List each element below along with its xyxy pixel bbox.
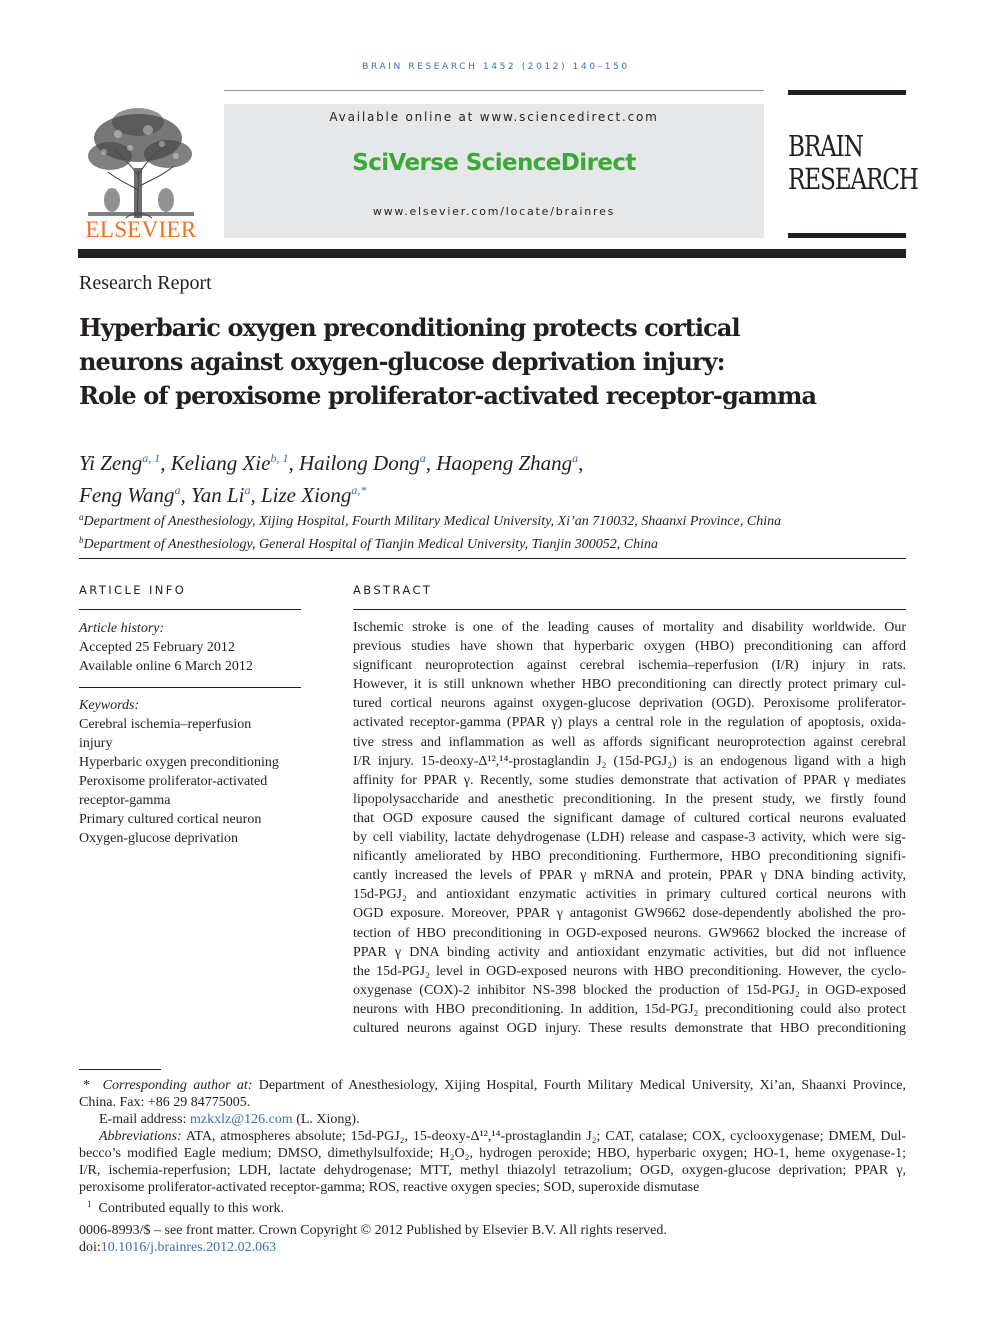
title-line: Hyperbaric oxygen preconditioning protects cortical [79, 313, 740, 342]
affiliation [79, 531, 907, 554]
article-info-rule [79, 609, 301, 610]
article-info-heading: ARTICLE INFO [79, 583, 187, 597]
affiliation-mark: b [79, 535, 84, 545]
keywords [79, 696, 301, 848]
history-label: Article history: [79, 621, 165, 636]
corresponding-author-line [79, 1077, 906, 1094]
abstract-line: affinity for PPAR γ. Recently, some studies demonstrate that activation of PPAR γ mediates [353, 772, 906, 788]
section-divider [79, 558, 906, 559]
abstract-line: that OGD exposure caused the significant damage of cultured cortical neurons evaluated [353, 810, 906, 826]
abstract-line: neurons with HBO preconditioning. In addition, 15d-PGJ₂ preconditioning could also protect [353, 1001, 906, 1017]
banner-top-rule [224, 90, 764, 91]
author-list: Yi Zeng$^{a, 1}$, Keliang Xie$^{b, 1}$, Hailong Dong$^a$, Haopeng Zhang$^a$, Feng Wang$^a$, Yan Li$^a$, Lize Xiong$^{a,*}$ [79, 451, 584, 507]
abstract-line: activated receptor-gamma (PPAR γ) plays a central role in the regulation of apoptosis, oxida- [353, 715, 906, 731]
journal-logo-line2: RESEARCH [788, 162, 918, 196]
journal-url[interactable]: www.elsevier.com/locate/brainres [372, 205, 616, 218]
email-label: E-mail address: [99, 1112, 187, 1127]
keywords-label: Keywords: [79, 698, 140, 713]
abstract-line: I/R injury. 15-deoxy-Δ¹²,¹⁴-prostaglandin J₂ (15d-PGJ₂) is an endogenous ligand with a high [353, 753, 906, 769]
brain-research-logo [788, 129, 918, 196]
abstract-line: the 15d-PGJ₂ level in OGD-exposed neurons with HBO preconditioning. However, the cyclo- [353, 963, 906, 979]
article-history [79, 619, 301, 676]
affiliation [79, 508, 907, 531]
abstract-line: nificantly ameliorated by HBO preconditioning. Furthermore, HBO preconditioning signifi- [353, 849, 906, 865]
author-affiliation-mark[interactable]: a [419, 451, 426, 465]
abstract-line: by cell viability, lactate dehydrogenase (LDH) release and caspase-3 activity, which were sig- [353, 830, 906, 846]
abstract-line: oxygenase (COX)-2 inhibitor NS-398 blocked the production of 15d-PGJ₂ in OGD-exposed [353, 982, 906, 998]
author-name: Lize Xiong [260, 483, 352, 507]
copyright-text: 0006-8993/$ – see front matter. Crown Copyright © 2012 Published by Elsevier B.V. All rights reserved. [79, 1223, 667, 1238]
journal-reference: BRAIN RESEARCH 1452 (2012) 140–150 [362, 62, 630, 72]
author-name: Yan Li [190, 483, 245, 507]
article-title [79, 311, 907, 413]
abbreviations-text: peroxisome proliferator-activated receptor-gamma; ROS, reactive oxygen species; SOD, superoxide dismutase [79, 1180, 700, 1195]
author-name: Yi Zeng [79, 451, 143, 475]
abstract-line: lipopolysaccharide and anesthetic preconditioning. In the present study, we firstly found [353, 791, 906, 807]
available-date: Available online 6 March 2012 [79, 659, 253, 674]
abbreviations-text: becco’s modified Eagle medium; DMSO, dimethylsulfoxide; H₂O₂, hydrogen peroxide; HBO, hyperbaric oxygen; HO-1, heme oxygenase-1; [79, 1146, 906, 1161]
keyword: Cerebral ischemia–reperfusion [79, 717, 252, 732]
abstract-line: Ischemic stroke is one of the leading causes of mortality and disability worldwide. Our [353, 620, 906, 635]
author-name: Hailong Dong [298, 451, 420, 475]
abstract-heading: ABSTRACT [353, 583, 433, 597]
author-affiliation-mark[interactable]: a [572, 451, 579, 465]
footnote-rule [79, 1069, 161, 1070]
author-affiliation-mark[interactable]: b, 1 [270, 451, 289, 465]
accepted-date: Accepted 25 February 2012 [79, 640, 235, 655]
copyright-block [79, 1222, 906, 1256]
sciverse-sciencedirect-logo[interactable]: SciVerse ScienceDirect [352, 150, 636, 176]
affiliation-list [79, 508, 907, 554]
abbreviations-label: Abbreviations: [99, 1129, 182, 1144]
keywords-rule [79, 687, 301, 688]
available-online-text: Available online at www.sciencedirect.com [329, 110, 659, 124]
affiliation-text: Department of Anesthesiology, General Hospital of Tianjin Medical University, Tianjin 300052, China [83, 537, 658, 552]
abstract-line: OGD exposure. Moreover, PPAR γ antagonist GW9662 dose-dependently abolished the pro- [353, 906, 906, 922]
keyword: Peroxisome proliferator-activated [79, 774, 268, 789]
contribution-text: Contributed equally to this work. [98, 1201, 284, 1216]
email-link[interactable]: mzkxlz@126.com [189, 1112, 293, 1127]
doi-line [79, 1239, 906, 1256]
footnotes [79, 1077, 907, 1216]
author-affiliation-mark[interactable]: a [244, 483, 251, 497]
contribution-mark: 1 [87, 1199, 92, 1209]
author-name: Keliang Xie [170, 451, 271, 475]
abstract-line: significant neuroprotection against cerebral ischemia–reperfusion (I/R) injury in rats. [353, 658, 906, 674]
doi-link[interactable]: 10.1016/j.brainres.2012.02.063 [100, 1240, 277, 1255]
corresponding-label: Corresponding author at: [102, 1078, 253, 1093]
abstract-line: However, it is still unknown whether HBO preconditioning can directly protect primary cul- [353, 677, 906, 693]
abstract-text [353, 618, 906, 1038]
corresponding-address-cont: China. Fax: +86 29 84775005. [79, 1095, 251, 1110]
email-suffix: (L. Xiong). [296, 1112, 360, 1127]
keyword: Hyperbaric oxygen preconditioning [79, 755, 279, 770]
abstract-line: previous studies have shown that hyperbaric oxygen (HBO) preconditioning can afford [353, 639, 906, 655]
journal-logo-bottom-rule [788, 233, 906, 238]
affiliation-mark: a [79, 512, 84, 522]
abstract-line: tection of HBO preconditioning in OGD-exposed neurons. GW9662 blocked the increase of [353, 925, 906, 941]
abbreviations-line [79, 1128, 906, 1145]
corresponding-mark: * [83, 1078, 90, 1093]
title-line: Role of peroxisome proliferator-activated receptor-gamma [79, 381, 817, 410]
abstract-line: tive stress and inflammation as well as affords significant neuroprotection against cerebral [353, 734, 906, 750]
abbreviations-text: ATA, atmospheres absolute; 15d-PGJ₂, 15-deoxy-Δ¹²,¹⁴-prostaglandin J₂; CAT, catalase; COX, cyclooxygenase; DMEM, Dul- [185, 1129, 906, 1144]
abbreviations-text: I/R, ischemia-reperfusion; LDH, lactate dehydrogenase; MTT, methyl thiazolyl tetrazolium; OGD, oxygen-glucose deprivation; PPAR γ, [79, 1163, 906, 1178]
author-affiliation-mark[interactable]: a,* [351, 483, 367, 497]
title-line: neurons against oxygen-glucose deprivation injury: [79, 347, 725, 376]
keyword: injury [79, 736, 113, 751]
author-name: Haopeng Zhang [436, 451, 573, 475]
doi-label: doi: [79, 1240, 101, 1255]
abstract-line: cultured neurons against OGD injury. These results demonstrate that HBO preconditioning [353, 1020, 906, 1036]
journal-logo-top-rule [788, 90, 906, 95]
author-affiliation-mark[interactable]: a [174, 483, 181, 497]
contribution-note [79, 1196, 906, 1216]
article-type: Research Report [79, 272, 212, 294]
corresponding-address: Department of Anesthesiology, Xijing Hospital, Fourth Military Medical University, Xi’an, Shaanxi Province, [258, 1078, 907, 1093]
abstract-line: 15d-PGJ₂ and antioxidant enzymatic activities in primary cultured cortical neurons with [353, 887, 906, 903]
abstract-line: tured cortical neurons against oxygen-glucose deprivation (OGD). Peroxisome proliferator- [353, 696, 906, 712]
abstract-rule [353, 609, 906, 610]
elsevier-wordmark: ELSEVIER [85, 217, 197, 242]
journal-logo-line1: BRAIN [788, 129, 863, 163]
keyword: Oxygen-glucose deprivation [79, 831, 239, 846]
author-name: Feng Wang [79, 483, 175, 507]
abstract-line: cantly increased the levels of PPAR γ mRNA and protein, PPAR γ DNA binding activity, [353, 868, 906, 884]
keyword: Primary cultured cortical neuron [79, 812, 262, 827]
email-line [79, 1111, 906, 1128]
affiliation-text: Department of Anesthesiology, Xijing Hospital, Fourth Military Medical University, Xi’an 710032, Shaanxi Province, China [83, 514, 782, 529]
keyword: receptor-gamma [79, 793, 171, 808]
author-affiliation-mark[interactable]: a, 1 [142, 451, 161, 465]
abstract-line: PPAR γ DNA binding activity and antioxidant enzymatic activities, but did not influence [353, 944, 906, 960]
header-rule [78, 249, 906, 258]
